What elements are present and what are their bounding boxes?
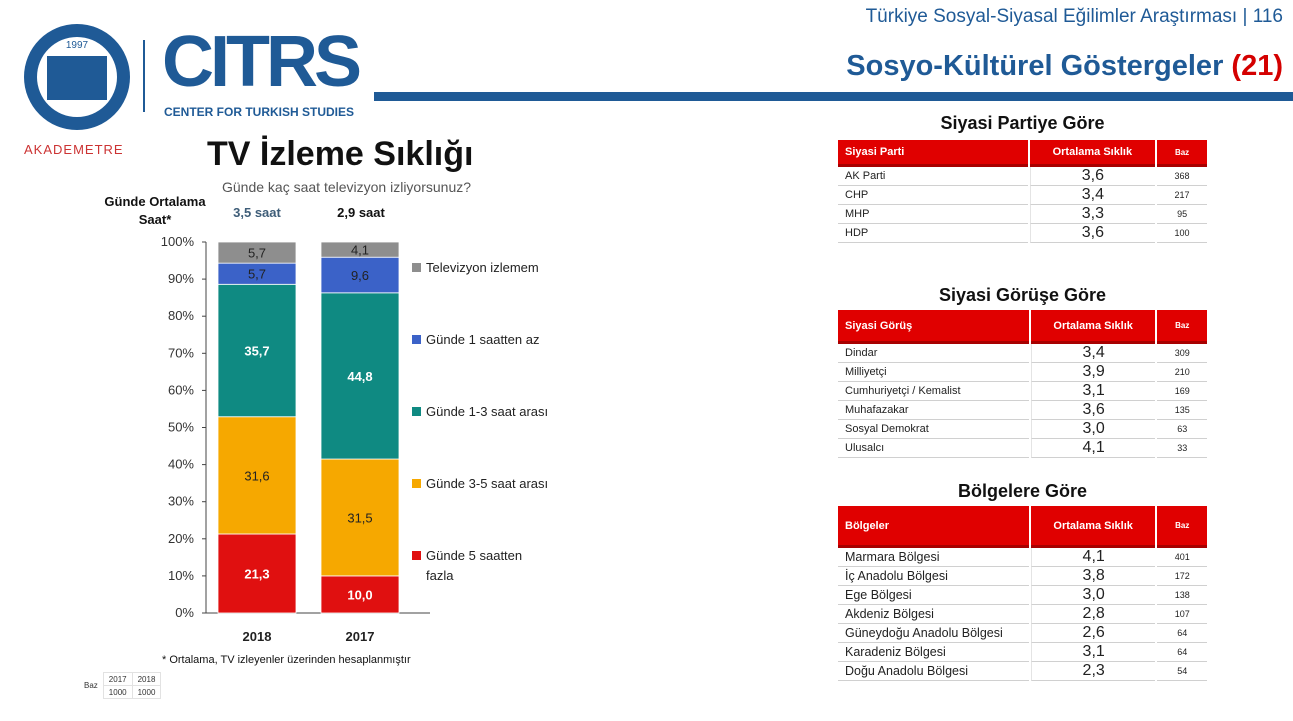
row-value: 2,3 <box>1031 662 1156 681</box>
parti-col-2: Baz <box>1157 140 1207 167</box>
x-tick-label: 2017 <box>345 629 375 644</box>
legend-swatch <box>412 479 421 488</box>
row-value: 2,8 <box>1031 605 1156 624</box>
baz-year-2017: 2017 <box>103 673 132 686</box>
table-row <box>838 363 1207 382</box>
legend-swatch <box>412 551 421 560</box>
table-row <box>838 586 1207 605</box>
row-label: Muhafazakar <box>838 401 1029 420</box>
citrs-caption: CENTER FOR TURKISH STUDIES <box>164 105 355 119</box>
data-label: 44,8 <box>347 368 373 384</box>
table-row <box>838 420 1207 439</box>
row-value: 3,3 <box>1030 205 1156 224</box>
bolge-col-1: Ortalama Sıklık <box>1031 506 1156 548</box>
table-row <box>838 643 1207 662</box>
data-label: 9,6 <box>350 268 370 284</box>
row-baz: 63 <box>1157 420 1207 439</box>
baz-year-2018: 2018 <box>132 673 161 686</box>
table-row <box>838 382 1207 401</box>
y-tick-label: 10% <box>167 567 194 583</box>
row-value: 4,1 <box>1031 548 1156 567</box>
footnote: * Ortalama, TV izleyenler üzerinden hesaplanmıştır <box>162 654 411 666</box>
legend-swatch <box>412 263 421 272</box>
data-label: 31,6 <box>244 468 270 484</box>
table-row <box>838 401 1207 420</box>
row-label: CHP <box>838 186 1028 205</box>
akademetre-logo: AKADEMETRE <box>24 142 124 157</box>
row-value: 3,4 <box>1030 186 1156 205</box>
logo-divider <box>143 40 145 112</box>
row-value: 3,4 <box>1031 344 1156 363</box>
row-baz: 401 <box>1157 548 1207 567</box>
table-row <box>838 439 1207 458</box>
row-value: 3,6 <box>1031 401 1156 420</box>
table-row <box>838 624 1207 643</box>
chart-title: TV İzleme Sıklığı <box>207 135 474 173</box>
view-table-heading: Siyasi Görüşe Göre <box>938 285 1107 305</box>
data-label: 5,7 <box>247 266 267 282</box>
legend-label: Televizyon izlemem <box>426 260 539 275</box>
y-tick-label: 50% <box>167 419 194 435</box>
table-row <box>838 662 1207 681</box>
table-row <box>838 167 1207 186</box>
row-baz: 107 <box>1157 605 1207 624</box>
table-row <box>838 344 1207 363</box>
row-value: 3,0 <box>1031 586 1156 605</box>
university-building-icon <box>47 56 107 100</box>
row-baz: 135 <box>1157 401 1207 420</box>
row-baz: 54 <box>1157 662 1207 681</box>
header-rule <box>374 92 1293 101</box>
row-label: Cumhuriyetçi / Kemalist <box>838 382 1029 401</box>
baz-value-2017: 1000 <box>103 686 132 699</box>
legend-label: Günde 1-3 saat arası <box>426 404 549 419</box>
row-baz: 138 <box>1157 586 1207 605</box>
data-label: 21,3 <box>244 566 270 582</box>
row-label: Güneydoğu Anadolu Bölgesi <box>838 624 1029 643</box>
data-label: 35,7 <box>244 343 270 359</box>
section-title-text: Sosyo-Kültürel Göstergeler <box>846 50 1224 82</box>
row-value: 2,6 <box>1031 624 1156 643</box>
data-label: 5,7 <box>247 245 267 261</box>
row-baz: 217 <box>1157 186 1207 205</box>
row-label: İç Anadolu Bölgesi <box>838 567 1029 586</box>
row-label: Akdeniz Bölgesi <box>838 605 1029 624</box>
x-tick-label: 2018 <box>242 629 272 644</box>
legend-swatch <box>412 407 421 416</box>
row-label: Karadeniz Bölgesi <box>838 643 1029 662</box>
stacked-bar-chart <box>140 230 440 650</box>
gorus-col-1: Ortalama Sıklık <box>1031 310 1156 344</box>
gorus-col-2: Baz <box>1157 310 1207 344</box>
row-label: Milliyetçi <box>838 363 1029 382</box>
legend-swatch <box>412 335 421 344</box>
average-2018: 3,5 saat <box>233 205 281 220</box>
row-value: 4,1 <box>1031 439 1156 458</box>
y-tick-label: 90% <box>167 271 194 287</box>
row-baz: 100 <box>1157 224 1207 243</box>
region-table-heading: Bölgelere Göre <box>957 481 1088 501</box>
party-table-heading: Siyasi Partiye Göre <box>940 113 1105 133</box>
baz-label: Baz <box>84 681 98 690</box>
row-value: 3,6 <box>1030 167 1156 186</box>
legend-label: Günde 5 saatten fazla <box>426 548 523 583</box>
row-label: MHP <box>838 205 1028 224</box>
row-value: 3,9 <box>1031 363 1156 382</box>
bolge-col-0: Bölgeler <box>838 506 1029 548</box>
row-label: AK Parti <box>838 167 1028 186</box>
table-row <box>838 548 1207 567</box>
row-baz: 64 <box>1157 643 1207 662</box>
row-baz: 64 <box>1157 624 1207 643</box>
y-tick-label: 100% <box>160 234 194 249</box>
row-value: 3,6 <box>1030 224 1156 243</box>
table-row <box>838 205 1207 224</box>
y-tick-label: 30% <box>167 493 194 509</box>
row-baz: 95 <box>1157 205 1207 224</box>
y-tick-label: 0% <box>175 605 194 620</box>
row-baz: 33 <box>1157 439 1207 458</box>
baz-table <box>79 672 161 699</box>
average-2017: 2,9 saat <box>337 205 385 220</box>
university-seal-year: 1997 <box>65 40 89 51</box>
gorus-col-0: Siyasi Görüş <box>838 310 1029 344</box>
parti-col-1: Ortalama Sıklık <box>1030 140 1156 167</box>
citrs-logo: CITRS <box>162 22 358 102</box>
row-baz: 169 <box>1157 382 1207 401</box>
legend-label: Günde 3-5 saat arası <box>426 476 549 491</box>
y-tick-label: 20% <box>167 530 194 546</box>
data-label: 4,1 <box>350 242 370 258</box>
row-baz: 172 <box>1157 567 1207 586</box>
y-tick-label: 80% <box>167 308 194 324</box>
table-row <box>838 186 1207 205</box>
row-value: 3,8 <box>1031 567 1156 586</box>
table-row <box>838 224 1207 243</box>
row-value: 3,0 <box>1031 420 1156 439</box>
survey-title: Türkiye Sosyal-Siyasal Eğilimler Araştırması | 116 <box>865 6 1283 27</box>
row-label: Marmara Bölgesi <box>838 548 1029 567</box>
chart-subtitle: Günde kaç saat televizyon izliyorsunuz? <box>222 179 472 195</box>
row-baz: 309 <box>1157 344 1207 363</box>
row-label: Dindar <box>838 344 1029 363</box>
row-label: Doğu Anadolu Bölgesi <box>838 662 1029 681</box>
row-label: Ege Bölgesi <box>838 586 1029 605</box>
row-label: Sosyal Demokrat <box>838 420 1029 439</box>
data-label: 10,0 <box>347 587 373 603</box>
party-table <box>836 140 1209 243</box>
legend-label: Günde 1 saatten az <box>426 332 540 347</box>
section-title <box>846 50 1283 83</box>
row-label: HDP <box>838 224 1028 243</box>
row-value: 3,1 <box>1031 643 1156 662</box>
view-table <box>836 310 1209 458</box>
table-row <box>838 567 1207 586</box>
row-baz: 368 <box>1157 167 1207 186</box>
y-tick-label: 40% <box>167 456 194 472</box>
data-label: 31,5 <box>347 510 373 526</box>
parti-col-0: Siyasi Parti <box>838 140 1028 167</box>
baz-value-2018: 1000 <box>132 686 161 699</box>
average-hours-label: Günde Ortalama Saat* <box>104 194 206 227</box>
section-number: (21) <box>1231 50 1283 82</box>
row-label: Ulusalcı <box>838 439 1029 458</box>
row-baz: 210 <box>1157 363 1207 382</box>
table-row <box>838 605 1207 624</box>
y-tick-label: 60% <box>167 382 194 398</box>
region-table <box>836 506 1209 681</box>
y-tick-label: 70% <box>167 345 194 361</box>
row-value: 3,1 <box>1031 382 1156 401</box>
bolge-col-2: Baz <box>1157 506 1207 548</box>
